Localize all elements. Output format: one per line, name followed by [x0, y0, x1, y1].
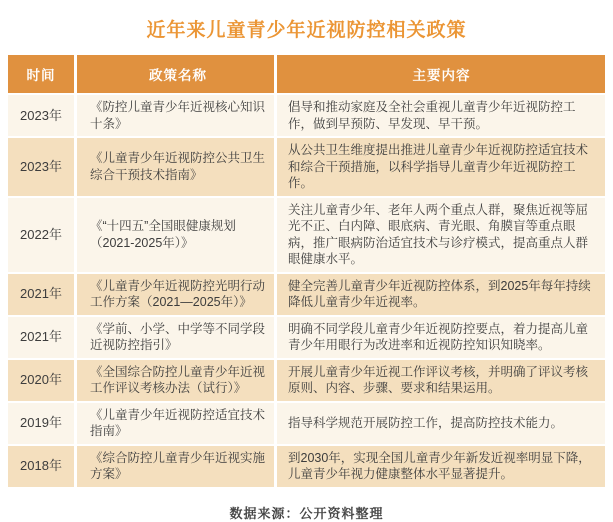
content-cell: 到2030年，实现全国儿童青少年新发近视率明显下降，儿童青少年视力健康整体水平显著提升。 [277, 446, 605, 487]
policy-table [8, 55, 605, 487]
table-row [8, 317, 605, 358]
year-cell: 2021年 [8, 274, 74, 315]
table-row [8, 360, 605, 401]
table-body [8, 95, 605, 487]
year-cell: 2020年 [8, 360, 74, 401]
policy-cell: 《儿童青少年近视防控光明行动工作方案（2021—2025年）》 [77, 274, 274, 315]
header-cell-main-content: 主要内容 [277, 55, 605, 93]
table-row [8, 95, 605, 136]
year-cell: 2019年 [8, 403, 74, 444]
content-cell: 关注儿童青少年、老年人两个重点人群，聚焦近视等屈光不正、白内障、眼底病、青光眼、角膜盲等重点眼病，推广眼病防治适宜技术与诊疗模式，提高重点人群眼健康水平。 [277, 198, 605, 272]
year-cell: 2021年 [8, 317, 74, 358]
header-cell-time: 时间 [8, 55, 74, 93]
content-cell: 从公共卫生维度提出推进儿童青少年近视防控适宜技术和综合干预措施，以科学指导儿童青少年近视防控工作。 [277, 138, 605, 196]
table-header-row [8, 55, 605, 93]
table-row [8, 403, 605, 444]
content-cell: 健全完善儿童青少年近视防控体系，到2025年每年持续降低儿童青少年近视率。 [277, 274, 605, 315]
year-cell: 2022年 [8, 198, 74, 272]
content-cell: 指导科学规范开展防控工作，提高防控技术能力。 [277, 403, 605, 444]
year-cell: 2023年 [8, 138, 74, 196]
year-cell: 2018年 [8, 446, 74, 487]
policy-cell: 《综合防控儿童青少年近视实施方案》 [77, 446, 274, 487]
year-cell: 2023年 [8, 95, 74, 136]
policy-cell: 《“十四五”全国眼健康规划（2021-2025年）》 [77, 198, 274, 272]
figure-title: 近年来儿童青少年近视防控相关政策 [146, 20, 467, 41]
content-cell: 明确不同学段儿童青少年近视防控要点，着力提高儿童青少年用眼行为改进率和近视防控知识知晓率。 [277, 317, 605, 358]
policy-cell: 《防控儿童青少年近视核心知识十条》 [77, 95, 274, 136]
table-row [8, 446, 605, 487]
content-cell: 开展儿童青少年近视工作评议考核，并明确了评议考核原则、内容、步骤、要求和结果运用。 [277, 360, 605, 401]
policy-cell: 《学前、小学、中学等不同学段近视防控指引》 [77, 317, 274, 358]
policy-cell: 《全国综合防控儿童青少年近视工作评议考核办法（试行）》 [77, 360, 274, 401]
table-row [8, 198, 605, 272]
table-row [8, 274, 605, 315]
policy-cell: 《儿童青少年近视防控公共卫生综合干预技术指南》 [77, 138, 274, 196]
data-source-note: 数据来源：公开资料整理 [229, 505, 384, 521]
header-cell-policy-name: 政策名称 [77, 55, 274, 93]
policy-cell: 《儿童青少年近视防控适宜技术指南》 [77, 403, 274, 444]
content-cell: 倡导和推动家庭及全社会重视儿童青少年近视防控工作，做到早预防、早发现、早干预。 [277, 95, 605, 136]
table-row [8, 138, 605, 196]
